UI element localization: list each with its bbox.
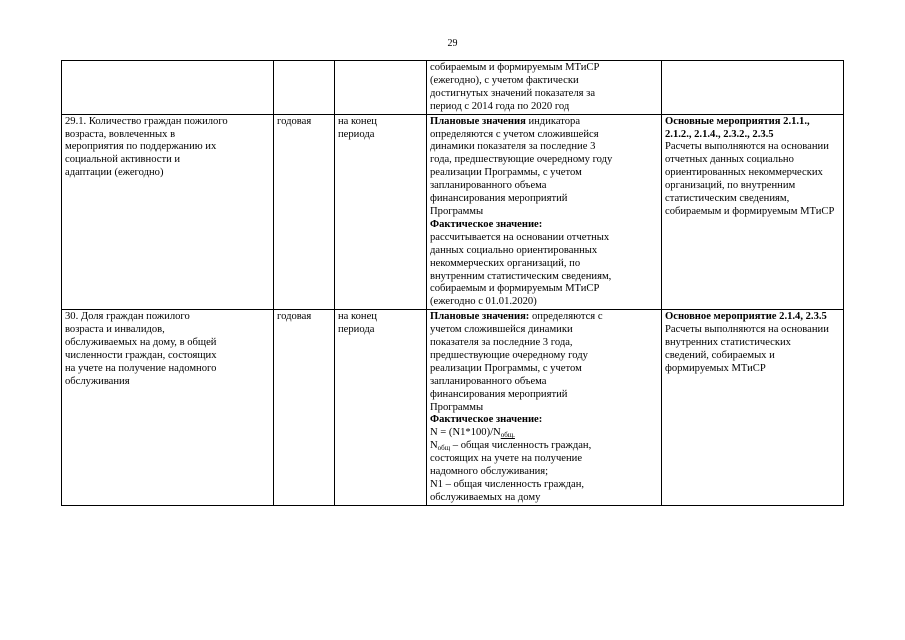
text-line: внутренним статистическим сведениям, bbox=[430, 270, 612, 282]
method-cell bbox=[427, 114, 662, 310]
actual-heading-text: Фактическое значение: bbox=[430, 218, 543, 230]
indicators-table bbox=[61, 60, 844, 506]
text-line: внутренних статистических bbox=[665, 337, 791, 349]
planned-heading: Плановые значения: bbox=[430, 311, 530, 323]
text-line: Расчеты выполняются на основании bbox=[665, 141, 829, 153]
text-line: N1 – общая численность граждан, bbox=[430, 479, 585, 490]
moment-cell bbox=[335, 114, 427, 310]
basis-heading bbox=[665, 129, 840, 142]
text-line: периода bbox=[338, 324, 375, 336]
text-line: сведений, собираемых и bbox=[665, 349, 775, 361]
text-fragment: – общая численность граждан, bbox=[450, 440, 592, 452]
text-line: период с 2014 года по 2020 год bbox=[430, 100, 570, 112]
table-row bbox=[62, 61, 844, 115]
indicator-cell bbox=[62, 114, 274, 310]
text-line: предшествующие очередному году bbox=[430, 349, 588, 361]
indicator-cell bbox=[62, 61, 274, 115]
text-line bbox=[430, 116, 658, 129]
formula-subscript: общ. bbox=[500, 431, 515, 440]
text-line: данных социально ориентированных bbox=[430, 244, 598, 256]
method-cell bbox=[427, 61, 662, 115]
text-line: рассчитывается на основании отчетных bbox=[430, 231, 610, 243]
text-line: мероприятия по поддержанию их bbox=[65, 141, 217, 153]
text-line: финансирования мероприятий bbox=[430, 388, 568, 400]
text-line: запланированного объема bbox=[430, 375, 547, 387]
text-line: достигнутых значений показателя за bbox=[430, 87, 596, 99]
page-number: 29 bbox=[447, 38, 458, 49]
text-line: (ежегодно с 01.01.2020) bbox=[430, 296, 537, 308]
formula-line bbox=[430, 427, 658, 440]
periodicity-cell bbox=[274, 61, 335, 115]
text-line: численности граждан, состоящих bbox=[65, 349, 217, 361]
text-line: годовая bbox=[277, 115, 312, 127]
basis-cell bbox=[662, 61, 844, 115]
text-line: на конец bbox=[338, 311, 377, 323]
actual-heading-text: Фактическое значение: bbox=[430, 414, 543, 426]
text-line: собираемым и формируемым МТиСР bbox=[665, 205, 835, 217]
text-line: социальной активности и bbox=[65, 154, 181, 166]
indicator-cell bbox=[62, 310, 274, 506]
table-row bbox=[62, 310, 844, 506]
text-line: реализации Программы, с учетом bbox=[430, 362, 582, 374]
text-line: определяются с учетом сложившейся bbox=[430, 128, 599, 140]
text-line: Программы bbox=[430, 401, 484, 413]
text-line: 29.1. Количество граждан пожилого bbox=[65, 115, 228, 127]
basis-heading-text: Основное мероприятие 2.1.4, 2.3.5 bbox=[665, 311, 827, 323]
text-line bbox=[430, 311, 658, 324]
method-cell bbox=[427, 310, 662, 506]
text-line: периода bbox=[338, 128, 375, 140]
text-line: отчетных данных социально bbox=[665, 154, 794, 166]
text-line: запланированного объема bbox=[430, 180, 547, 192]
text-line: организаций, по внутренним bbox=[665, 180, 796, 192]
text-line: собираемым и формируемым МТиСР bbox=[430, 62, 600, 73]
text-line: ориентированных некоммерческих bbox=[665, 167, 823, 179]
periodicity-cell bbox=[274, 310, 335, 506]
text-line: формируемых МТиСР bbox=[665, 362, 766, 374]
text-line: динамики показателя за последние 3 bbox=[430, 141, 596, 153]
text-line: надомного обслуживания; bbox=[430, 466, 549, 478]
text-line: Расчеты выполняются на основании bbox=[665, 324, 829, 336]
moment-cell bbox=[335, 310, 427, 506]
text-line: реализации Программы, с учетом bbox=[430, 167, 582, 179]
text-line: состоящих на учете на получение bbox=[430, 453, 583, 465]
text-line: собираемым и формируемым МТиСР bbox=[430, 283, 600, 295]
text-line: учетом сложившейся динамики bbox=[430, 324, 573, 336]
basis-heading bbox=[665, 116, 840, 129]
text-line: показателя за последние 3 года, bbox=[430, 337, 573, 349]
text-line: (ежегодно), с учетом фактически bbox=[430, 74, 579, 86]
text-line: возраста и инвалидов, bbox=[65, 324, 165, 336]
symbol-subscript: общ bbox=[437, 444, 451, 453]
basis-heading-text: Основные мероприятия 2.1.1., bbox=[665, 115, 810, 127]
periodicity-cell bbox=[274, 114, 335, 310]
text-line: некоммерческих организаций, по bbox=[430, 257, 581, 269]
text-line: возраста, вовлеченных в bbox=[65, 128, 176, 140]
text-line: 30. Доля граждан пожилого bbox=[65, 311, 190, 323]
basis-cell bbox=[662, 310, 844, 506]
text-line: финансирования мероприятий bbox=[430, 193, 568, 205]
text-line: обслуживаемых на дому bbox=[430, 491, 541, 503]
actual-heading bbox=[430, 414, 658, 427]
table-row bbox=[62, 114, 844, 310]
text-fragment: определяются с bbox=[529, 311, 603, 323]
text-line: адаптации (ежегодно) bbox=[65, 167, 164, 179]
planned-heading: Плановые значения bbox=[430, 115, 526, 127]
text-line: статистическим сведениям, bbox=[665, 193, 790, 205]
text-line: обслуживания bbox=[65, 375, 130, 387]
text-line: на учете на получение надомного bbox=[65, 362, 217, 374]
basis-cell bbox=[662, 114, 844, 310]
text-line: Программы bbox=[430, 205, 484, 217]
basis-heading bbox=[665, 311, 840, 324]
symbol: N bbox=[430, 440, 438, 452]
text-line bbox=[430, 440, 658, 453]
formula-main: N = (N1*100)/N bbox=[430, 427, 501, 439]
text-line: на конец bbox=[338, 115, 377, 127]
basis-heading-text: 2.1.2., 2.1.4., 2.3.2., 2.3.5 bbox=[665, 128, 774, 140]
text-line: года, предшествующие очередному году bbox=[430, 154, 613, 166]
text-fragment: индикатора bbox=[525, 115, 581, 127]
moment-cell bbox=[335, 61, 427, 115]
actual-heading bbox=[430, 219, 658, 232]
text-line: обслуживаемых на дому, в общей bbox=[65, 337, 217, 349]
text-line: годовая bbox=[277, 311, 312, 323]
